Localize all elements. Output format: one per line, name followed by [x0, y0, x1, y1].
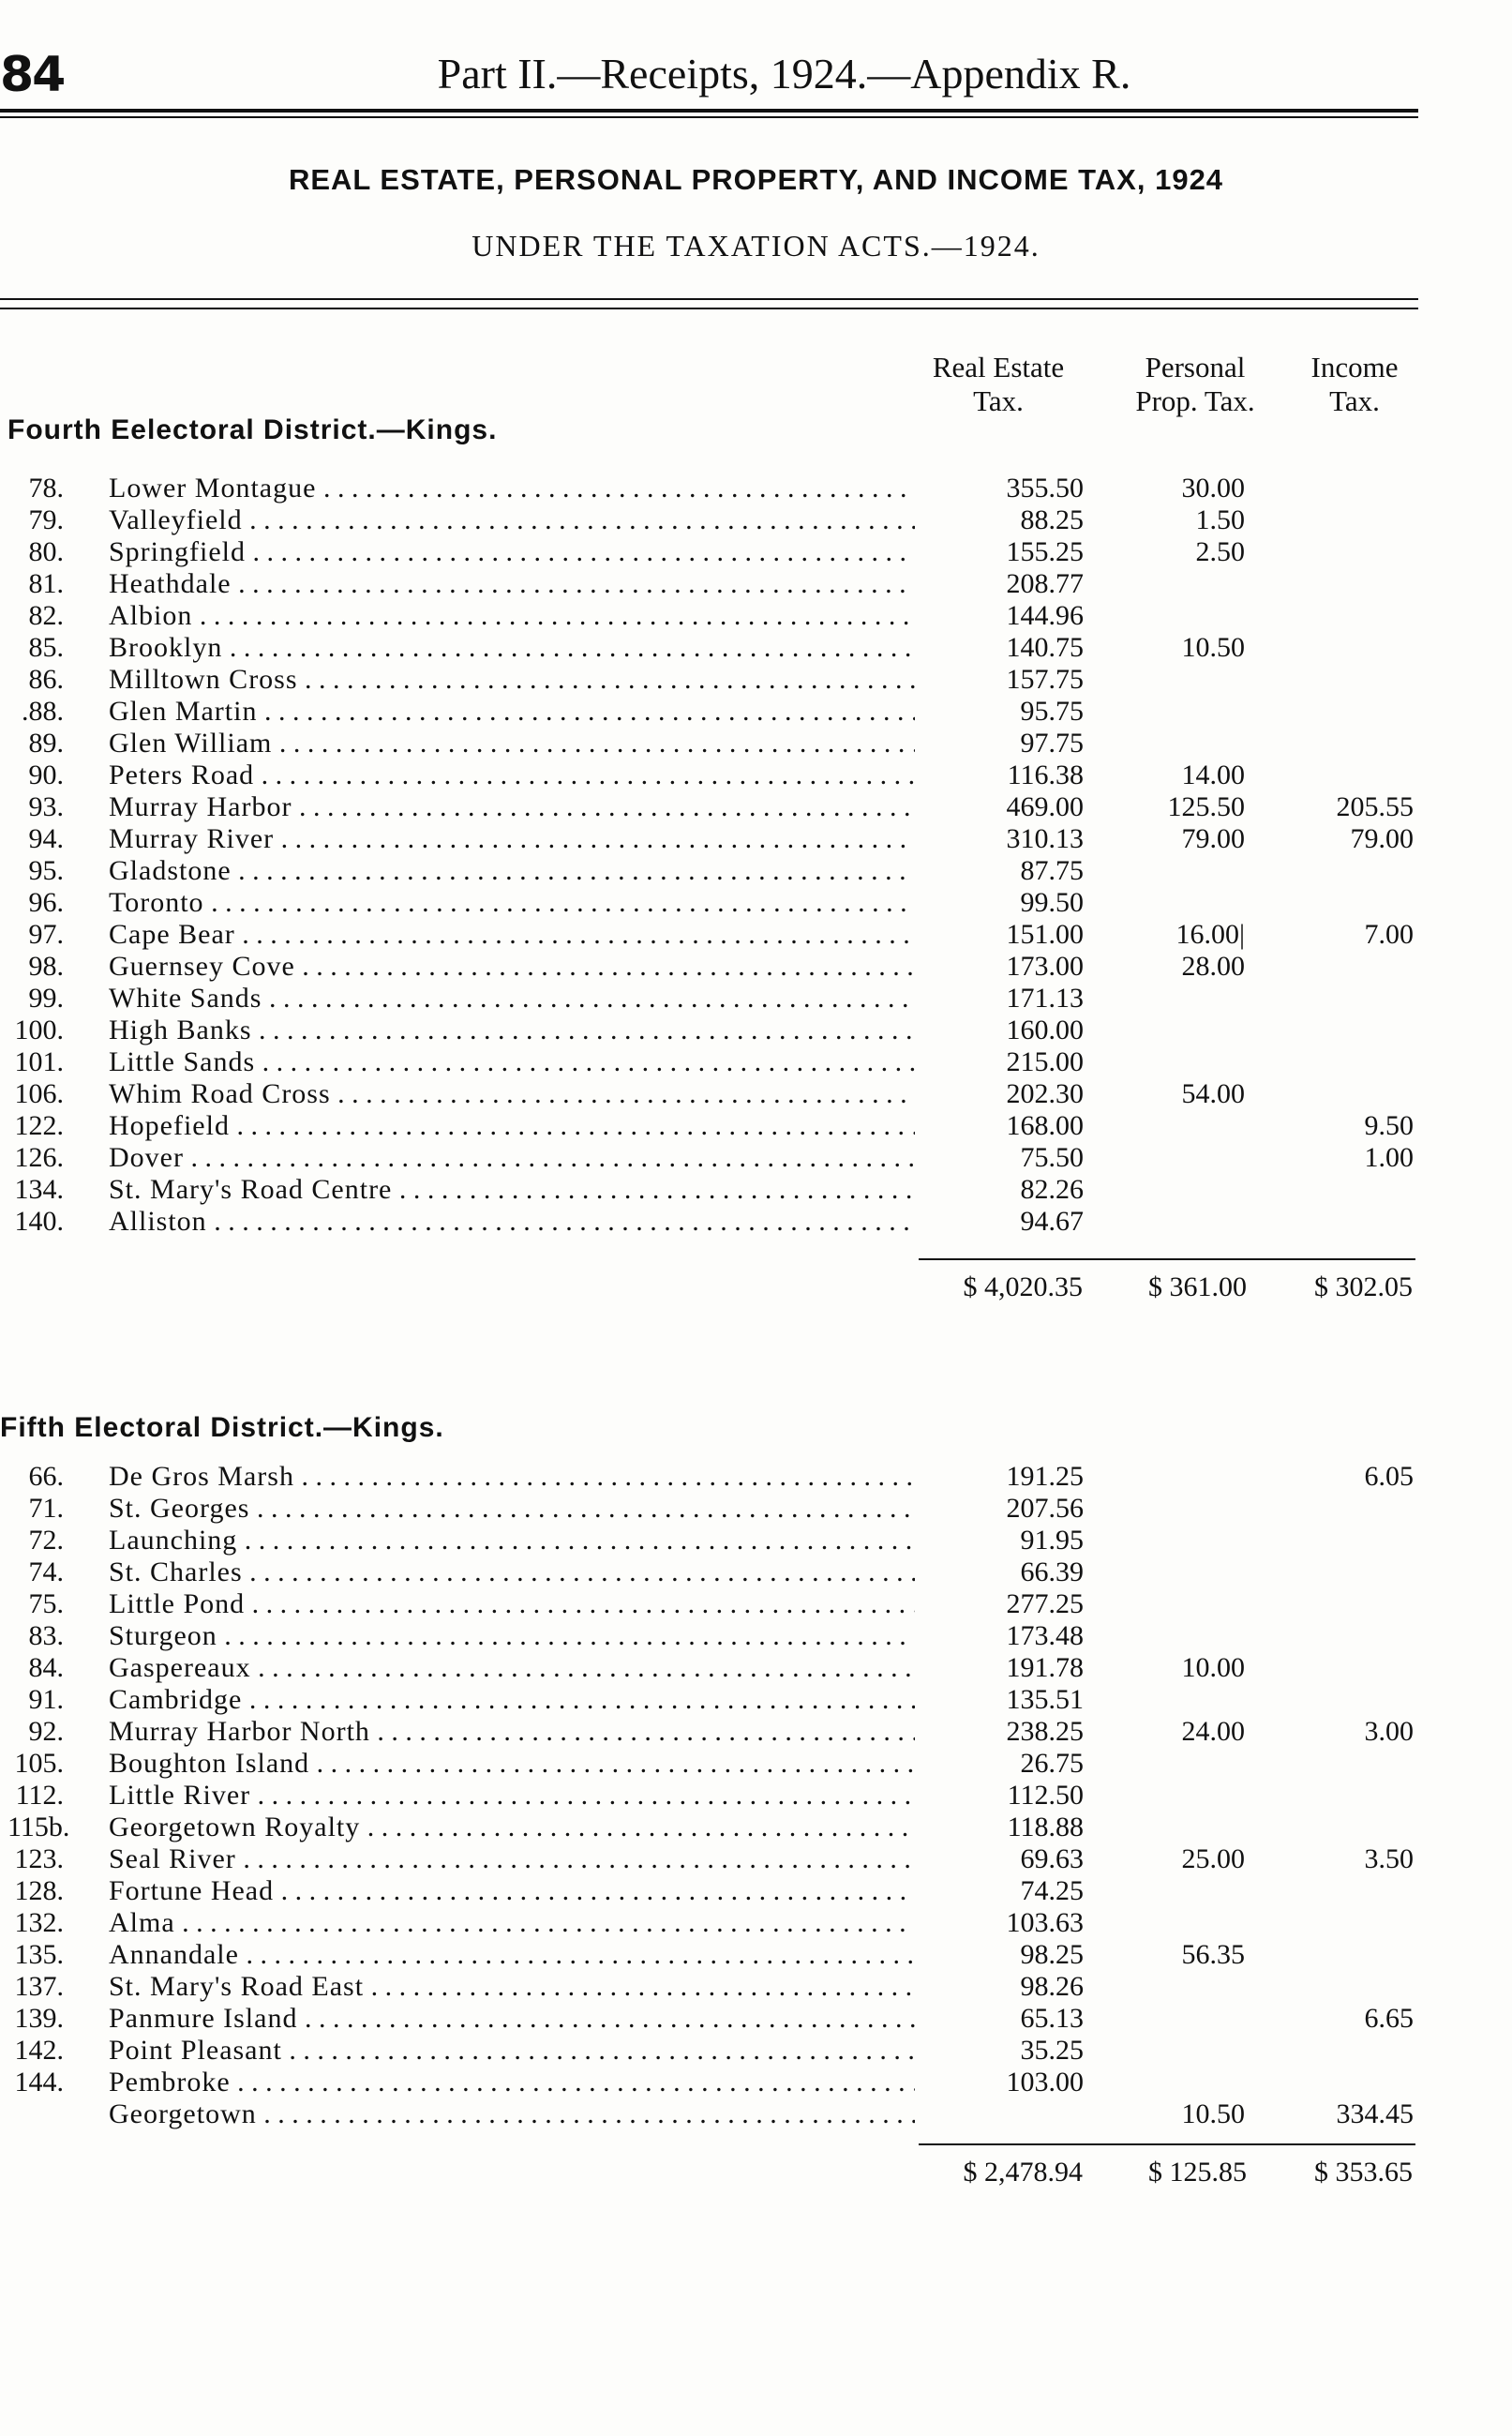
row-number: 140. — [14, 1206, 64, 1237]
real-estate-tax: 98.26 — [1020, 1971, 1084, 2002]
real-estate-tax: 191.25 — [1006, 1461, 1084, 1492]
real-estate-tax: 35.25 — [1020, 2035, 1084, 2066]
row-number: 72. — [28, 1525, 64, 1556]
place-name: Little River . . . — [109, 1780, 915, 1812]
personal-property-tax: 30.00 — [1181, 473, 1245, 504]
table-row — [0, 1748, 1512, 1780]
place-name: Pembroke . . . — [109, 2067, 915, 2098]
fifth-total-real-estate: $ 2,478.94 — [963, 2157, 1083, 2188]
real-estate-tax: 277.25 — [1006, 1588, 1084, 1619]
table-row — [0, 919, 1512, 951]
page-number: 84 — [0, 47, 65, 103]
income-tax: 3.50 — [1364, 1843, 1414, 1874]
place-name: Murray Harbor . . . — [109, 791, 915, 823]
real-estate-tax: 202.30 — [1006, 1078, 1084, 1109]
title-rule-bottom — [0, 308, 1418, 309]
table-row — [0, 728, 1512, 759]
personal-property-tax: 125.50 — [1167, 791, 1245, 822]
table-row — [0, 504, 1512, 536]
table-row — [0, 1971, 1512, 2003]
real-estate-tax: 66.39 — [1020, 1556, 1084, 1587]
place-name: Peters Road . . . — [109, 759, 915, 791]
place-name: Valleyfield . . . — [109, 504, 915, 536]
row-number: 75. — [28, 1588, 64, 1619]
real-estate-tax: 95.75 — [1020, 696, 1084, 727]
row-number: 139. — [14, 2003, 64, 2034]
table-row — [0, 664, 1512, 696]
column-header-income: Income Tax. — [1310, 351, 1399, 417]
table-row — [0, 1556, 1512, 1588]
fifth-district-sum-rule — [919, 2143, 1415, 2145]
personal-property-tax: 14.00 — [1181, 759, 1245, 790]
place-name: St. Mary's Road East . . . — [109, 1971, 915, 2003]
row-number: 81. — [28, 568, 64, 599]
row-number: 115b. — [7, 1812, 70, 1842]
table-row — [0, 1525, 1512, 1556]
table-row — [0, 1110, 1512, 1142]
place-name: Springfield . . . — [109, 536, 915, 568]
place-name: Alliston . . . — [109, 1206, 915, 1238]
income-tax: 1.00 — [1364, 1142, 1414, 1173]
place-name: Alma . . . — [109, 1907, 915, 1939]
fifth-total-income: $ 353.65 — [1314, 2157, 1413, 2188]
row-number: 66. — [28, 1461, 64, 1492]
fifth-district-heading: Fifth Electoral District.—Kings. — [0, 1412, 444, 1443]
fourth-total-income: $ 302.05 — [1314, 1271, 1413, 1302]
real-estate-tax: 238.25 — [1006, 1716, 1084, 1747]
row-number: 123. — [14, 1843, 64, 1874]
row-number: 100. — [14, 1015, 64, 1045]
table-row — [0, 1174, 1512, 1206]
row-number: 78. — [28, 473, 64, 504]
row-number: 95. — [28, 855, 64, 886]
income-tax: 6.65 — [1364, 2003, 1414, 2034]
personal-property-tax: 56.35 — [1181, 1939, 1245, 1970]
row-number: 106. — [14, 1078, 64, 1109]
real-estate-tax: 88.25 — [1020, 504, 1084, 535]
place-name: Fortune Head . . . — [109, 1875, 915, 1907]
real-estate-tax: 97.75 — [1020, 728, 1084, 759]
real-estate-tax: 173.48 — [1006, 1620, 1084, 1651]
row-number: 128. — [14, 1875, 64, 1906]
table-row — [0, 1015, 1512, 1046]
fourth-total-real-estate: $ 4,020.35 — [963, 1271, 1083, 1302]
row-number: 80. — [28, 536, 64, 567]
place-name: Panmure Island . . . — [109, 2003, 915, 2035]
row-number: 86. — [28, 664, 64, 695]
place-name: St. Mary's Road Centre . . . — [109, 1174, 915, 1206]
table-row — [0, 1716, 1512, 1748]
fourth-total-personal: $ 361.00 — [1148, 1271, 1247, 1302]
real-estate-tax: 87.75 — [1020, 855, 1084, 886]
real-estate-tax: 157.75 — [1006, 664, 1084, 695]
real-estate-tax: 74.25 — [1020, 1875, 1084, 1906]
row-number: 126. — [14, 1142, 64, 1173]
real-estate-tax: 144.96 — [1006, 600, 1084, 631]
real-estate-tax: 65.13 — [1020, 2003, 1084, 2034]
table-row — [0, 473, 1512, 504]
place-name: St. Georges . . . — [109, 1493, 915, 1525]
table-row — [0, 1875, 1512, 1907]
real-estate-tax: 191.78 — [1006, 1652, 1084, 1683]
row-number: 105. — [14, 1748, 64, 1779]
row-number: 82. — [28, 600, 64, 631]
fourth-district-heading: Fourth Eelectoral District.—Kings. — [7, 414, 498, 445]
real-estate-tax: 160.00 — [1006, 1015, 1084, 1045]
real-estate-tax: 103.63 — [1006, 1907, 1084, 1938]
place-name: Boughton Island . . . — [109, 1748, 915, 1780]
row-number: 71. — [28, 1493, 64, 1524]
personal-property-tax: 10.50 — [1181, 2098, 1245, 2129]
page-title: REAL ESTATE, PERSONAL PROPERTY, AND INCOME TAX, 1924 — [288, 163, 1224, 196]
real-estate-tax: 75.50 — [1020, 1142, 1084, 1173]
table-row — [0, 2003, 1512, 2035]
income-tax: 6.05 — [1364, 1461, 1414, 1492]
place-name: Cape Bear . . . — [109, 919, 915, 951]
row-number: 79. — [28, 504, 64, 535]
personal-property-tax: 10.00 — [1181, 1652, 1245, 1683]
row-number: 137. — [14, 1971, 64, 2002]
place-name: Little Sands . . . — [109, 1046, 915, 1078]
real-estate-tax: 91.95 — [1020, 1525, 1084, 1556]
row-number: 101. — [14, 1046, 64, 1077]
table-row — [0, 2098, 1512, 2130]
table-row — [0, 1780, 1512, 1812]
column-header-real-estate: Real Estate Tax. — [932, 351, 1065, 417]
personal-property-tax: 79.00 — [1181, 823, 1245, 854]
table-row — [0, 696, 1512, 728]
place-name: Whim Road Cross . . . — [109, 1078, 915, 1110]
table-row — [0, 1684, 1512, 1716]
table-row — [0, 791, 1512, 823]
real-estate-tax: 116.38 — [1007, 759, 1084, 790]
place-name: Annandale . . . — [109, 1939, 915, 1971]
table-row — [0, 1812, 1512, 1843]
real-estate-tax: 173.00 — [1006, 951, 1084, 982]
table-row — [0, 1206, 1512, 1238]
personal-property-tax: 10.50 — [1181, 632, 1245, 663]
place-name: Seal River . . . — [109, 1843, 915, 1875]
table-row — [0, 855, 1512, 887]
row-number: 93. — [28, 791, 64, 822]
income-tax: 79.00 — [1350, 823, 1414, 854]
row-number: 97. — [28, 919, 64, 950]
real-estate-tax: 310.13 — [1006, 823, 1084, 854]
row-number: 132. — [14, 1907, 64, 1938]
place-name: Little Pond . . . — [109, 1588, 915, 1620]
table-row — [0, 1461, 1512, 1493]
personal-property-tax: 24.00 — [1181, 1716, 1245, 1747]
table-row — [0, 983, 1512, 1015]
place-name: St. Charles . . . — [109, 1556, 915, 1588]
real-estate-tax: 207.56 — [1006, 1493, 1084, 1524]
income-tax: 7.00 — [1364, 919, 1414, 950]
place-name: Glen Martin . . . — [109, 696, 915, 728]
personal-property-tax: 54.00 — [1181, 1078, 1245, 1109]
place-name: Georgetown Royalty . . . — [109, 1812, 915, 1843]
row-number: 112. — [15, 1780, 64, 1811]
personal-property-tax: 28.00 — [1181, 951, 1245, 982]
place-name: Launching . . . — [109, 1525, 915, 1556]
header-rule-thin — [0, 116, 1418, 118]
income-tax: 205.55 — [1336, 791, 1414, 822]
real-estate-tax: 140.75 — [1006, 632, 1084, 663]
place-name: Point Pleasant . . . — [109, 2035, 915, 2067]
table-row — [0, 759, 1512, 791]
table-row — [0, 1078, 1512, 1110]
place-name: Guernsey Cove . . . — [109, 951, 915, 983]
real-estate-tax: 155.25 — [1006, 536, 1084, 567]
table-row — [0, 568, 1512, 600]
real-estate-tax: 94.67 — [1020, 1206, 1084, 1237]
table-row — [0, 1939, 1512, 1971]
place-name: Milltown Cross . . . — [109, 664, 915, 696]
place-name: High Banks . . . — [109, 1015, 915, 1046]
real-estate-tax: 26.75 — [1020, 1748, 1084, 1779]
row-number: 84. — [28, 1652, 64, 1683]
row-number: 98. — [28, 951, 64, 982]
place-name: Murray Harbor North . . . — [109, 1716, 915, 1748]
real-estate-tax: 171.13 — [1006, 983, 1084, 1014]
place-name: Gaspereaux . . . — [109, 1652, 915, 1684]
personal-property-tax: 25.00 — [1181, 1843, 1245, 1874]
row-number: 92. — [28, 1716, 64, 1747]
real-estate-tax: 355.50 — [1006, 473, 1084, 504]
page-subtitle: UNDER THE TAXATION ACTS.—1924. — [472, 229, 1040, 263]
real-estate-tax: 98.25 — [1020, 1939, 1084, 1970]
place-name: De Gros Marsh . . . — [109, 1461, 915, 1493]
table-row — [0, 1620, 1512, 1652]
place-name: Heathdale . . . — [109, 568, 915, 600]
personal-property-tax: 2.50 — [1195, 536, 1245, 567]
table-row — [0, 1588, 1512, 1620]
income-tax: 3.00 — [1364, 1716, 1414, 1747]
place-name: Lower Montague . . . — [109, 473, 915, 504]
table-row — [0, 2035, 1512, 2067]
place-name: Toronto . . . — [109, 887, 915, 919]
real-estate-tax: 69.63 — [1020, 1843, 1084, 1874]
real-estate-tax: 112.50 — [1007, 1780, 1084, 1811]
place-name: Gladstone . . . — [109, 855, 915, 887]
row-number: 83. — [28, 1620, 64, 1651]
row-number: 91. — [28, 1684, 64, 1715]
real-estate-tax: 99.50 — [1020, 887, 1084, 918]
real-estate-tax: 135.51 — [1006, 1684, 1084, 1715]
table-row — [0, 1843, 1512, 1875]
real-estate-tax: 103.00 — [1006, 2067, 1084, 2098]
table-row — [0, 1046, 1512, 1078]
table-row — [0, 600, 1512, 632]
personal-property-tax: 16.00| — [1175, 919, 1245, 950]
table-row — [0, 887, 1512, 919]
table-row — [0, 536, 1512, 568]
table-row — [0, 1142, 1512, 1174]
place-name: Hopefield . . . — [109, 1110, 915, 1142]
row-number: 94. — [28, 823, 64, 854]
table-row — [0, 951, 1512, 983]
row-number: 122. — [14, 1110, 64, 1141]
row-number: 74. — [28, 1556, 64, 1587]
real-estate-tax: 118.88 — [1007, 1812, 1084, 1842]
row-number: 142. — [14, 2035, 64, 2066]
row-number: 144. — [14, 2067, 64, 2098]
real-estate-tax: 469.00 — [1006, 791, 1084, 822]
row-number: 96. — [28, 887, 64, 918]
table-row — [0, 1652, 1512, 1684]
place-name: Dover . . . — [109, 1142, 915, 1174]
real-estate-tax: 168.00 — [1006, 1110, 1084, 1141]
place-name: Brooklyn . . . — [109, 632, 915, 664]
income-tax: 9.50 — [1364, 1110, 1414, 1141]
place-name: Georgetown . . . — [109, 2098, 915, 2130]
fourth-district-sum-rule — [919, 1258, 1415, 1260]
row-number: 135. — [14, 1939, 64, 1970]
place-name: Sturgeon . . . — [109, 1620, 915, 1652]
place-name: Cambridge . . . — [109, 1684, 915, 1716]
header-rule — [0, 109, 1418, 113]
row-number: 90. — [28, 759, 64, 790]
place-name: Albion . . . — [109, 600, 915, 632]
place-name: White Sands . . . — [109, 983, 915, 1015]
title-rule-top — [0, 298, 1418, 300]
table-row — [0, 1907, 1512, 1939]
income-tax: 334.45 — [1336, 2098, 1414, 2129]
row-number: 89. — [28, 728, 64, 759]
fifth-total-personal: $ 125.85 — [1148, 2157, 1247, 2188]
table-row — [0, 2067, 1512, 2098]
row-number: 134. — [14, 1174, 64, 1205]
personal-property-tax: 1.50 — [1195, 504, 1245, 535]
row-number: 85. — [28, 632, 64, 663]
table-row — [0, 1493, 1512, 1525]
row-number: .88. — [22, 696, 64, 727]
real-estate-tax: 151.00 — [1006, 919, 1084, 950]
running-head: Part II.—Receipts, 1924.—Appendix R. — [437, 50, 1131, 98]
table-row — [0, 632, 1512, 664]
column-header-personal-property: Personal Prop. Tax. — [1135, 351, 1255, 417]
table-row — [0, 823, 1512, 855]
place-name: Murray River . . . — [109, 823, 915, 855]
row-number: 99. — [28, 983, 64, 1014]
real-estate-tax: 215.00 — [1006, 1046, 1084, 1077]
real-estate-tax: 82.26 — [1020, 1174, 1084, 1205]
real-estate-tax: 208.77 — [1006, 568, 1084, 599]
place-name: Glen William . . . — [109, 728, 915, 759]
